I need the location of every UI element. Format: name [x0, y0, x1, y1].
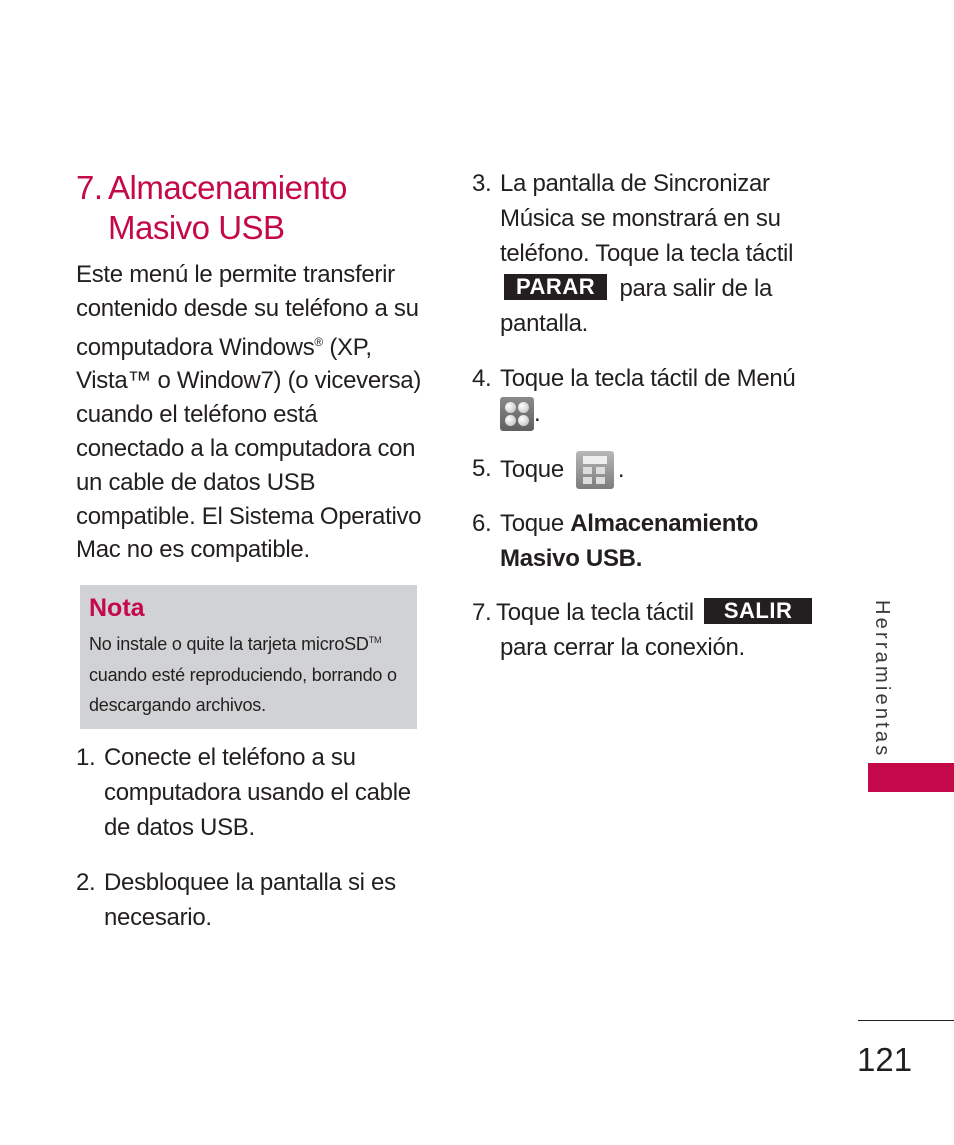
note-body	[89, 625, 408, 721]
registered-mark: ®	[314, 334, 323, 349]
step-number: 6.	[472, 510, 492, 537]
step-1	[76, 740, 426, 845]
section-title	[76, 168, 426, 248]
intro-paragraph	[76, 258, 428, 567]
section-number: 7.	[76, 169, 103, 206]
menu-grid-icon	[500, 397, 534, 431]
step-text: Desbloquee la pantalla si es necesario.	[104, 869, 396, 931]
step-6	[472, 506, 817, 576]
step-text: Toque	[500, 510, 571, 537]
note-body-part1: No instale o quite la tarjeta microSD	[89, 634, 369, 654]
note-title: Nota	[89, 594, 145, 622]
footer-rule	[858, 1020, 954, 1021]
step-number: 3.	[472, 170, 492, 197]
chapter-side-label: Herramientas	[871, 600, 893, 759]
note-box	[80, 585, 417, 729]
step-number: 4.	[472, 365, 492, 392]
step-text: Toque la tecla táctil	[496, 599, 694, 626]
menu-option-label: Almacenamiento Masivo USB.	[500, 510, 759, 572]
step-3	[472, 166, 817, 341]
chapter-tab-marker	[868, 763, 954, 792]
step-number: 5.	[472, 455, 492, 482]
page-number: 121	[857, 1041, 913, 1078]
calculator-tools-icon	[576, 451, 614, 489]
step-number: 2.	[76, 869, 96, 896]
step-number: 1.	[76, 744, 96, 771]
parar-softkey-label: PARAR	[504, 274, 607, 300]
intro-part2: (XP, Vista™ o Window7) (o viceversa) cuando el teléfono está conectado a la computadora con un cable de datos USB compatible. El Sistema Operativo Mac no es compatible.	[76, 333, 422, 564]
note-body-part2: cuando esté reproduciendo, borrando o descargando archivos.	[89, 664, 397, 715]
step-4	[472, 361, 817, 431]
section-title-line2: Masivo USB	[108, 209, 285, 246]
trademark-mark: TM	[368, 635, 382, 645]
step-text: Toque la tecla táctil de Menú	[500, 365, 796, 392]
step-text-after: .	[534, 400, 541, 427]
step-text-after: para cerrar la conexión.	[500, 634, 745, 661]
intro-part1: Este menú le permite transferir contenido desde su teléfono a su computadora Windows	[76, 261, 419, 361]
step-text-after: para salir de la pantalla.	[500, 275, 773, 337]
step-2	[76, 865, 426, 935]
salir-softkey-label: SALIR	[704, 598, 813, 624]
step-7	[472, 595, 822, 665]
step-text: Conecte el teléfono a su computadora usando el cable de datos USB.	[104, 744, 411, 841]
step-text-after: .	[617, 456, 625, 483]
step-text: Toque	[500, 456, 564, 483]
step-5	[472, 451, 817, 489]
step-number: 7.	[472, 599, 492, 626]
section-title-line1: Almacenamiento	[108, 169, 347, 206]
step-text: La pantalla de Sincronizar Música se monstrará en su teléfono. Toque la tecla táctil	[500, 170, 794, 267]
